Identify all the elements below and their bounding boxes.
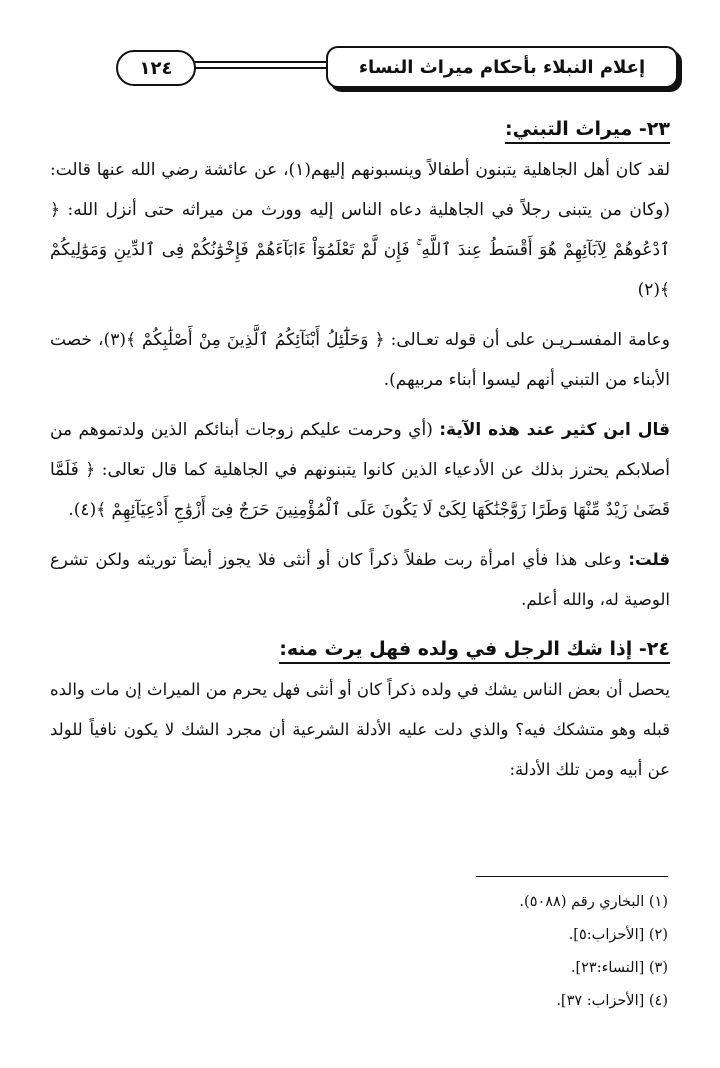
main-text [50,110,670,800]
book-title: إعلام النبلاء بأحكام ميراث النساء [358,56,646,78]
paragraph-label: قال ابن كثير عند هذه الآية: [439,420,670,440]
footnote: (٢) [الأحزاب:٥]. [568,927,668,943]
footnote: (٣) [النساء:٢٣]. [570,960,668,976]
paragraph: يحصل أن بعض الناس يشك في ولده ذكراً كان أو أنثى فهل يحرم من الميراث إن مات والده قبله وهو متشكك فيه؟ والذي دلت عليه الأدلة الشرعية أن مجرد الشك لا يكون نافياً للولد عن أبيه ومن تلك الأدلة: [50,680,670,779]
footnote-separator [476,876,668,877]
header-rule [190,61,326,63]
paragraph-text: (أي وحرمت عليكم زوجات أبنائكم الذين ولدتموهم من أصلابكم يحترز بذلك عن الأدعياء الذين كانوا يتبنونهم في الجاهلية كما قال تعالى: ﴿ فَلَمَّا قَضَىٰ زَيْدٌ مِّنْهَا وَطَرًا زَوَّجْنَٰكَهَا لِكَىْ لَا يَكُونَ عَلَى ٱلْمُؤْمِنِينَ حَرَجٌ فِىٓ أَزْوَٰجِ أَدْعِيَآئِهِمْ ﴾(٤). [50,420,670,520]
paragraph-text: وعلى هذا فأي امرأة ربت طفلاً ذكراً كان أو أنثى فلا يجوز أيضاً توريثه ولكن تشرع الوصية له، والله أعلم. [50,550,670,609]
section-24 [50,630,670,790]
paragraph [50,410,670,530]
section-23 [50,110,670,620]
page-number: ١٢٤ [116,50,196,86]
paragraph-label: قلت: [628,550,670,569]
footnotes [68,886,668,1018]
paragraph [50,540,670,620]
section-heading: ٢٤- إذا شك الرجل في ولده فهل يرث منه: [279,638,670,664]
paragraph: لقد كان أهل الجاهلية يتبنون أطفالاً وينسبونهم إليهم(١)، عن عائشة رضي الله عنها قالت: (وكان من يتبنى رجلاً في الجاهلية دعاه الناس إليه وورث من ميراثه حتى أنزل الله: ﴿ ٱدْعُوهُمْ لِآبَآئِهِمْ هُوَ أَقْسَطُ عِندَ ٱللَّهِ ۚ فَإِن لَّمْ تَعْلَمُوٓاْ ءَابَآءَهُمْ فَإِخْوَٰنُكُمْ فِى ٱلدِّينِ وَمَوَٰلِيكُمْ ﴾(٢) [50,160,670,300]
book-title-box [326,46,678,88]
paragraph: وعامة المفسـريـن على أن قوله تعـالى: ﴿ وَحَلَٰٓئِلُ أَبْنَآئِكُمُ ٱلَّذِينَ مِنْ أَصْلَٰبِكُمْ ﴾(٣)، خصت الأبناء من التبني أنهم ليسوا أبناء مربيهم). [50,330,670,390]
footnote: (١) البخاري رقم (٥٠٨٨). [519,894,668,910]
section-heading: ٢٣- ميراث التبني: [505,118,670,144]
header-rule [190,67,326,69]
footnote: (٤) [الأحزاب: ٣٧]. [556,993,668,1009]
running-header [40,44,678,92]
